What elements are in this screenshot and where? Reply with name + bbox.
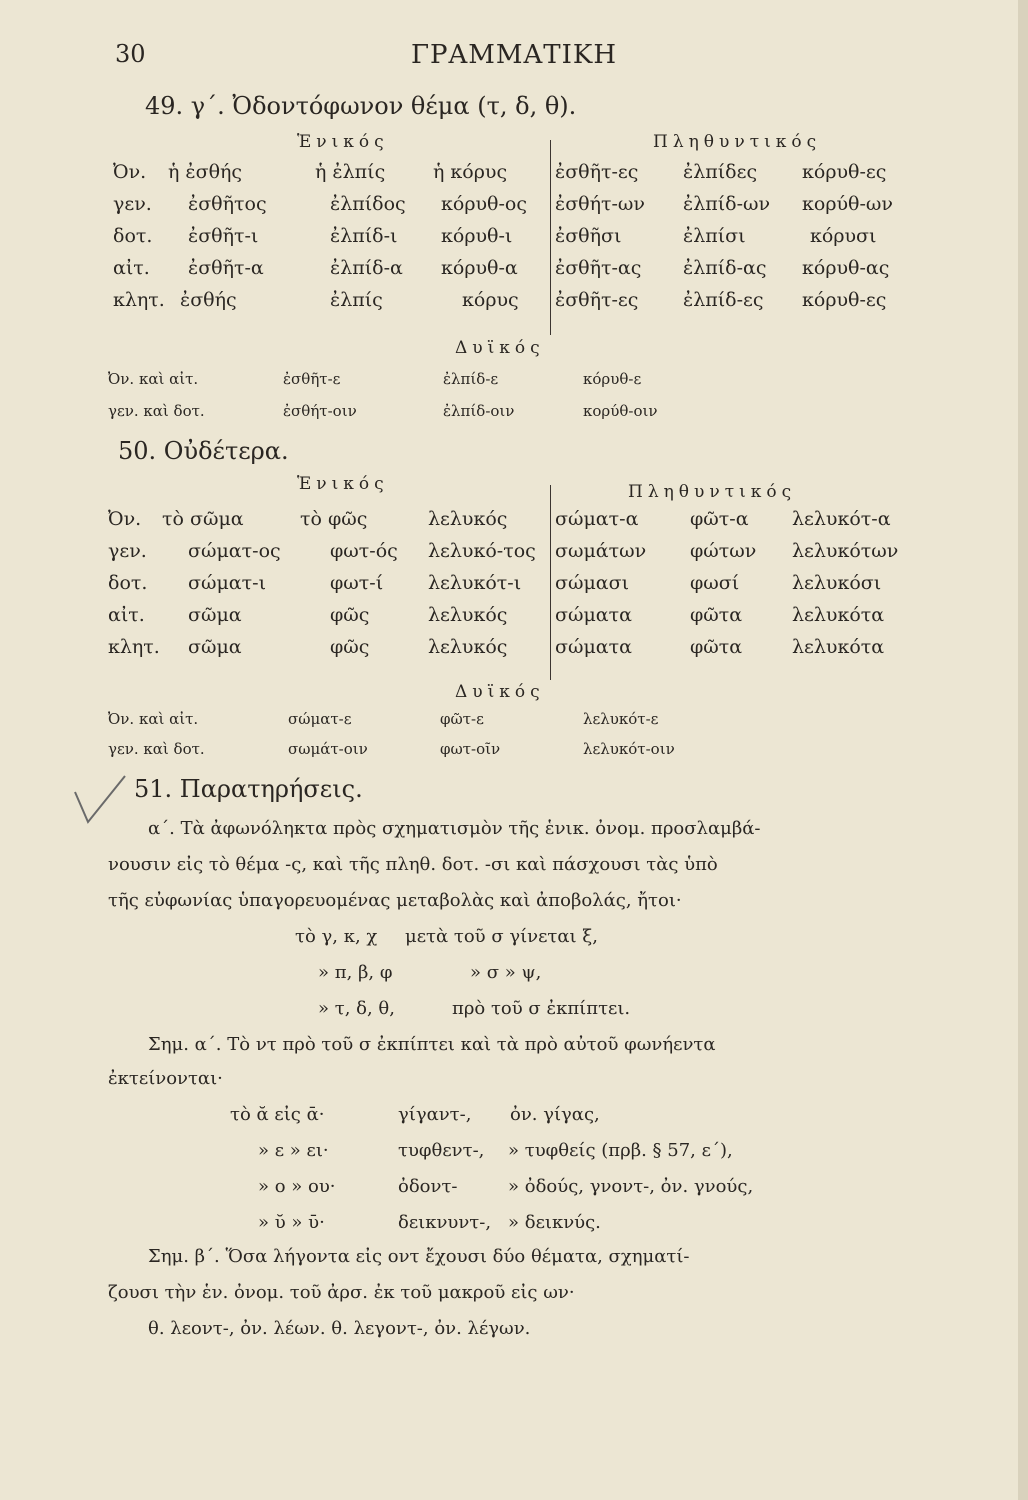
- table-cell: ἐλπίδ-ων: [683, 193, 771, 215]
- rule-mid: γίγαντ-,: [398, 1104, 472, 1125]
- table-cell: λελυκό-τος: [428, 540, 536, 562]
- rule-right: » σ » ψ,: [470, 962, 542, 983]
- table-cell: ἐλπίδ-α: [330, 257, 403, 279]
- case-label: γεν.: [113, 193, 152, 215]
- table-cell: φῶτα: [690, 604, 743, 626]
- section-51-heading: 51. Παρατηρήσεις.: [134, 775, 363, 803]
- s50-column-divider: [550, 485, 551, 680]
- page-edge-shadow: [1018, 0, 1028, 1500]
- table-cell: κόρυς: [462, 289, 519, 311]
- table-cell: φωτ-ός: [330, 540, 398, 562]
- table-cell: λελυκότ-ι: [428, 572, 522, 594]
- case-label: Ὀν. καὶ αἰτ.: [108, 370, 199, 388]
- table-cell: τὸ φῶς: [300, 508, 368, 530]
- table-cell: λελυκότ-ε: [583, 710, 659, 728]
- rule-right: » ὀδούς, γνοντ-, ὀν. γνούς,: [508, 1176, 754, 1197]
- text-line: ἐκτείνονται·: [108, 1068, 223, 1089]
- table-cell: ἐλπίδ-ες: [683, 289, 764, 311]
- table-cell: φώτων: [690, 540, 757, 562]
- rule-left: τὸ ᾰ εἰς ᾱ·: [230, 1104, 325, 1125]
- table-cell: φωσί: [690, 572, 740, 594]
- rule-mid: δεικνυντ-,: [398, 1212, 492, 1233]
- case-label: δοτ.: [113, 225, 153, 247]
- rule-right: μετὰ τοῦ σ γίνεται ξ,: [405, 926, 598, 947]
- table-cell: σώμασι: [555, 572, 630, 594]
- table-cell: ἐλπίδ-ας: [683, 257, 767, 279]
- table-cell: ἐλπίδος: [330, 193, 406, 215]
- text-line: νουσιν εἰς τὸ θέμα -ς, καὶ τῆς πληθ. δοτ. -σι καὶ πάσχουσι τὰς ὑπὸ: [108, 854, 718, 875]
- section-50-heading: 50. Οὐδέτερα.: [118, 437, 289, 465]
- table-cell: κόρυθ-ι: [441, 225, 513, 247]
- table-cell: ἐλπίδ-οιν: [443, 402, 515, 420]
- s49-column-divider: [550, 140, 551, 335]
- table-cell: ἐσθῆτος: [188, 193, 267, 215]
- s50-dual-label: Δυϊκός: [455, 682, 545, 702]
- table-cell: σωμάτ-οιν: [288, 740, 368, 758]
- case-label: γεν.: [108, 540, 147, 562]
- table-cell: ἐσθής: [180, 289, 237, 311]
- case-label: Ὀν. καὶ αἰτ.: [108, 710, 199, 728]
- text-line: θ. λεοντ-, ὀν. λέων. θ. λεγοντ-, ὀν. λέγων.: [148, 1318, 531, 1339]
- rule-right: » τυφθείς (πρβ. § 57, ε΄),: [508, 1140, 733, 1161]
- s49-dual-label: Δυϊκός: [455, 338, 545, 358]
- rule-right: » δεικνύς.: [508, 1212, 601, 1233]
- table-cell: ἡ ἐσθής: [168, 161, 243, 183]
- check-mark-icon: [70, 772, 130, 832]
- table-cell: ἡ ἐλπίς: [315, 161, 386, 183]
- text-line: α΄. Τὰ ἀφωνόληκτα πρὸς σχηματισμὸν τῆς ἑνικ. ὀνομ. προσλαμβά-: [148, 818, 761, 839]
- section-49-heading: 49. γ΄. Ὀδοντόφωνον θέμα (τ, δ, θ).: [145, 92, 577, 120]
- table-cell: σῶμα: [188, 636, 242, 658]
- table-cell: ἐλπίδ-ι: [330, 225, 398, 247]
- s49-singular-label: Ἑνικός: [297, 132, 389, 152]
- table-cell: ἐσθῆτ-ε: [283, 370, 341, 388]
- text-line: Σημ. β΄. Ὅσα λήγοντα εἰς οντ ἔχουσι δύο θέματα, σχηματί-: [148, 1246, 690, 1267]
- table-cell: λελυκότ-α: [792, 508, 891, 530]
- table-cell: φωτ-οῖν: [440, 740, 501, 758]
- table-cell: ἐσθῆτ-α: [188, 257, 264, 279]
- page-number: 30: [115, 40, 146, 68]
- table-cell: κορύθ-οιν: [583, 402, 658, 420]
- case-label: Ὀν.: [113, 161, 147, 183]
- table-cell: λελυκότ-οιν: [583, 740, 675, 758]
- case-label: γεν. καὶ δοτ.: [108, 402, 205, 420]
- table-cell: λελυκότα: [792, 636, 885, 658]
- table-cell: ἐσθῆτ-ες: [555, 289, 639, 311]
- case-label: κλητ.: [113, 289, 165, 311]
- table-cell: σῶμα: [188, 604, 242, 626]
- table-cell: ἐλπίσι: [683, 225, 746, 247]
- table-cell: ἐλπίδ-ε: [443, 370, 499, 388]
- table-cell: σώματα: [555, 604, 632, 626]
- table-cell: ἐσθήτ-οιν: [283, 402, 357, 420]
- rule-left: » ε » ει·: [258, 1140, 329, 1161]
- case-label: γεν. καὶ δοτ.: [108, 740, 205, 758]
- table-cell: λελυκότα: [792, 604, 885, 626]
- case-label: αἰτ.: [113, 257, 150, 279]
- table-cell: σώματ-ε: [288, 710, 352, 728]
- case-label: αἰτ.: [108, 604, 145, 626]
- rule-right: ὀν. γίγας,: [510, 1104, 600, 1125]
- rule-left: » ῠ » ῡ·: [258, 1212, 325, 1233]
- rule-left: » τ, δ, θ,: [318, 998, 395, 1019]
- rule-left: τὸ γ, κ, χ: [295, 926, 378, 947]
- table-cell: φῶτ-ε: [440, 710, 484, 728]
- table-cell: κόρυσι: [810, 225, 877, 247]
- case-label: Ὀν.: [108, 508, 142, 530]
- table-cell: σώματ-ος: [188, 540, 281, 562]
- table-cell: φῶτα: [690, 636, 743, 658]
- text-line: τῆς εὐφωνίας ὑπαγορευομένας μεταβολὰς καὶ ἀποβολάς, ἤτοι·: [108, 890, 682, 911]
- rule-mid: ὀδοντ-: [398, 1176, 458, 1197]
- table-cell: φῶς: [330, 604, 370, 626]
- table-cell: ἐσθῆσι: [555, 225, 622, 247]
- rule-right: πρὸ τοῦ σ ἐκπίπτει.: [452, 998, 631, 1019]
- rule-left: » ο » ου·: [258, 1176, 336, 1197]
- table-cell: σώματα: [555, 636, 632, 658]
- table-cell: φῶς: [330, 636, 370, 658]
- table-cell: κόρυθ-ε: [583, 370, 642, 388]
- table-cell: ἐλπίς: [330, 289, 383, 311]
- table-cell: λελυκός: [428, 508, 508, 530]
- table-cell: κόρυθ-ες: [802, 289, 887, 311]
- table-cell: τὸ σῶμα: [162, 508, 244, 530]
- table-cell: κόρυθ-ος: [441, 193, 527, 215]
- table-cell: σωμάτων: [555, 540, 647, 562]
- text-line: ζουσι τὴν ἑν. ὀνομ. τοῦ ἀρσ. ἐκ τοῦ μακροῦ εἰς ων·: [108, 1282, 575, 1303]
- table-cell: λελυκόσι: [792, 572, 882, 594]
- table-cell: φῶτ-α: [690, 508, 749, 530]
- table-cell: ἐσθήτ-ων: [555, 193, 645, 215]
- table-cell: λελυκός: [428, 636, 508, 658]
- table-cell: σώματ-ι: [188, 572, 267, 594]
- table-cell: λελυκότων: [792, 540, 899, 562]
- table-cell: ἐσθῆτ-ας: [555, 257, 642, 279]
- table-cell: κόρυθ-α: [441, 257, 518, 279]
- table-cell: λελυκός: [428, 604, 508, 626]
- table-cell: κόρυθ-ας: [802, 257, 890, 279]
- case-label: δοτ.: [108, 572, 148, 594]
- table-cell: ἐσθῆτ-ες: [555, 161, 639, 183]
- case-label: κλητ.: [108, 636, 160, 658]
- table-cell: κόρυθ-ες: [802, 161, 887, 183]
- text-line: Σημ. α΄. Τὸ ντ πρὸ τοῦ σ ἐκπίπτει καὶ τὰ πρὸ αὐτοῦ φωνήεντα: [148, 1034, 716, 1055]
- table-cell: σώματ-α: [555, 508, 639, 530]
- table-cell: φωτ-ί: [330, 572, 384, 594]
- table-cell: κορύθ-ων: [802, 193, 893, 215]
- rule-left: » π, β, φ: [318, 962, 393, 983]
- s50-singular-label: Ἑνικός: [297, 474, 389, 494]
- rule-mid: τυφθεντ-,: [398, 1140, 485, 1161]
- running-head: ΓΡΑΜΜΑΤΙΚΗ: [410, 40, 618, 70]
- s49-plural-label: Πληθυντικός: [653, 132, 822, 152]
- table-cell: ἐλπίδες: [683, 161, 758, 183]
- table-cell: ἐσθῆτ-ι: [188, 225, 259, 247]
- table-cell: ἡ κόρυς: [433, 161, 508, 183]
- s50-plural-label: Πληθυντικός: [628, 482, 797, 502]
